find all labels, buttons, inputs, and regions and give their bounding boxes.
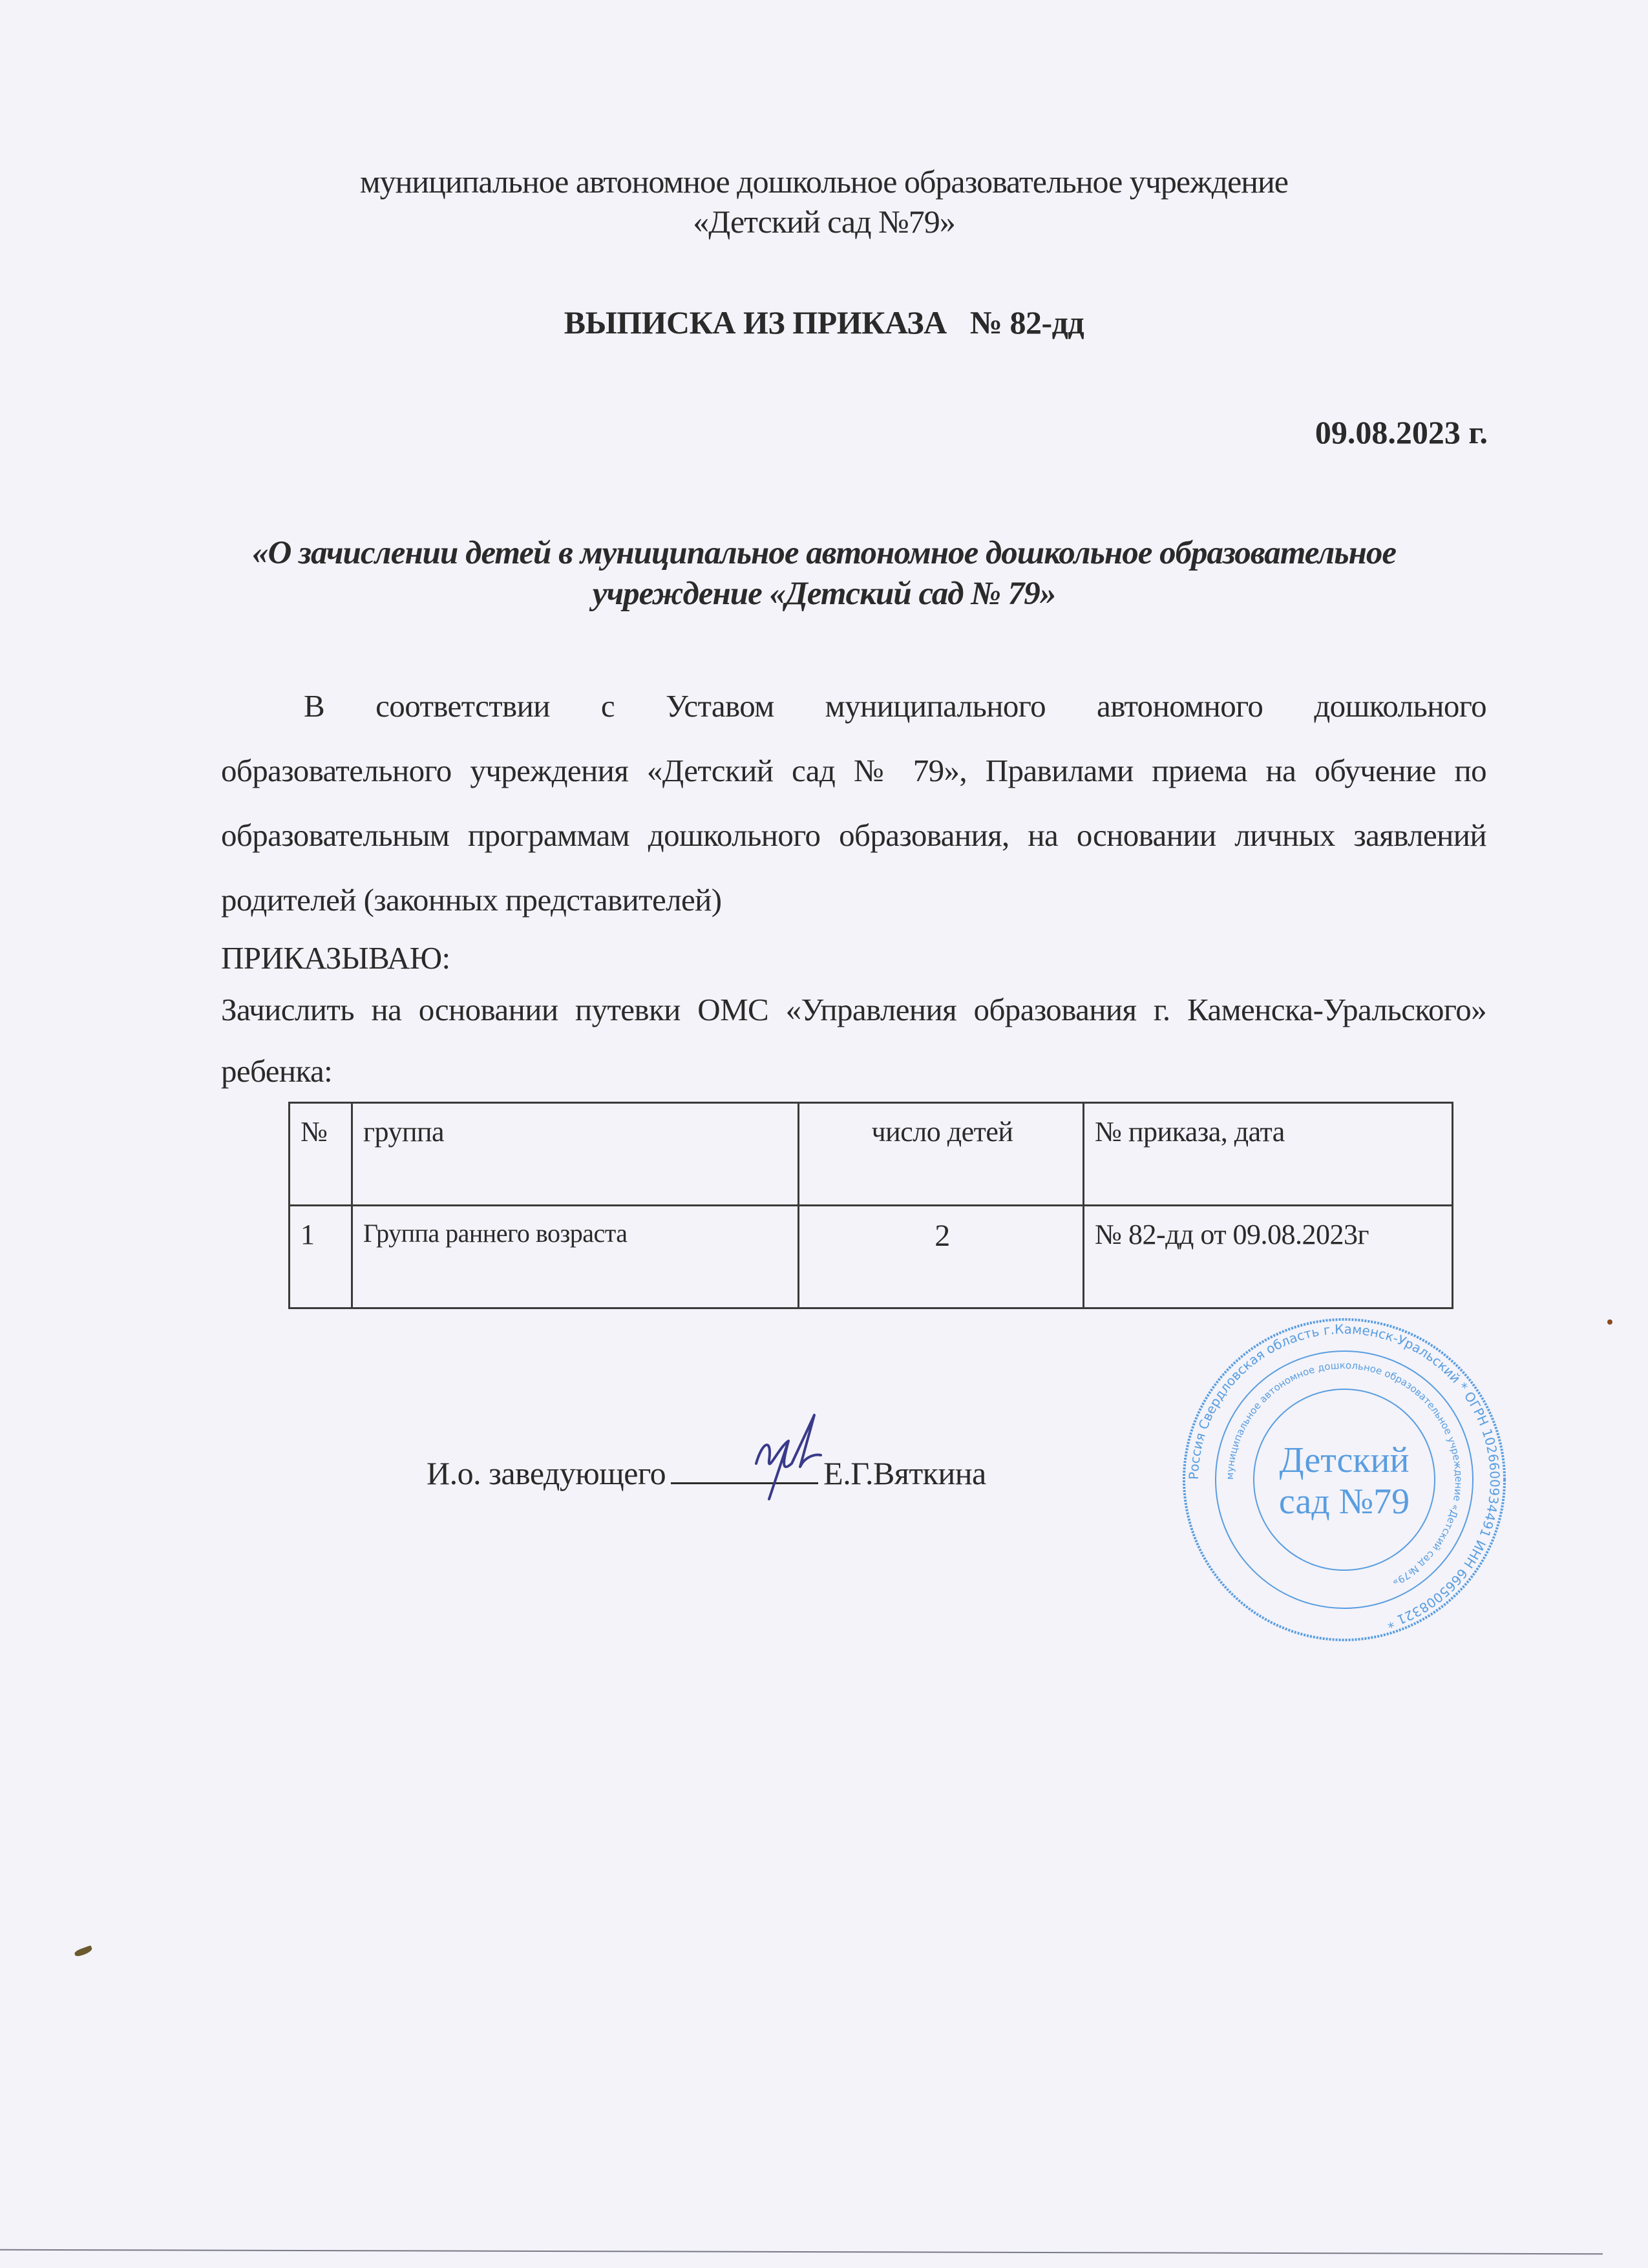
cell-children-count: 2 bbox=[799, 1206, 1084, 1308]
scan-edge-line bbox=[0, 2249, 1603, 2254]
signature-line bbox=[427, 1454, 986, 1493]
signer-position: И.о. заведующего bbox=[427, 1455, 666, 1491]
body-text-line4: родителей (законных представителей) bbox=[221, 882, 722, 918]
order-text-line1: Зачислить на основании путевки ОМС «Управления образования г. Каменска-Уральского» bbox=[221, 992, 1486, 1027]
header-number: № bbox=[290, 1103, 352, 1206]
order-text-line2: ребенка: bbox=[221, 1053, 333, 1089]
header-children-count: число детей bbox=[799, 1103, 1084, 1206]
cell-group: Группа раннего возраста bbox=[352, 1206, 799, 1308]
body-text-line1: В соответствии с Уставом муниципального автономного дошкольного bbox=[304, 688, 1486, 724]
table-row bbox=[290, 1206, 1453, 1308]
cell-number: 1 bbox=[290, 1206, 352, 1308]
cell-order-date: № 82-дд от 09.08.2023г bbox=[1084, 1206, 1453, 1308]
organization-name-line2: «Детский сад №79» bbox=[693, 204, 955, 240]
stamp-center-line2: сад №79 bbox=[1278, 1482, 1410, 1522]
organization-name-line1: муниципальное автономное дошкольное образовательное учреждение bbox=[360, 163, 1288, 200]
subject-line1: «О зачислении детей в муниципальное автономное дошкольное образовательное bbox=[251, 535, 1397, 571]
enrollment-table bbox=[288, 1102, 1453, 1309]
document-title bbox=[0, 304, 1648, 341]
header-group: группа bbox=[352, 1103, 799, 1206]
stamp-center-line1: Детский bbox=[1279, 1440, 1410, 1480]
subject-line2: учреждение «Детский сад № 79» bbox=[592, 576, 1056, 612]
signer-name: Е.Г.Вяткина bbox=[823, 1455, 986, 1491]
document-title-label: ВЫПИСКА ИЗ ПРИКАЗА bbox=[564, 304, 947, 341]
handwritten-signature bbox=[743, 1402, 840, 1506]
header-order-date: № приказа, дата bbox=[1084, 1103, 1453, 1206]
official-stamp bbox=[1176, 1318, 1512, 1641]
body-text-line2: образовательного учреждения «Детский сад № 79», Правилами приема на обучение по bbox=[221, 753, 1486, 788]
table-header-row bbox=[290, 1103, 1453, 1206]
body-text-line3: образовательным программам дошкольного образования, на основании личных заявлений bbox=[221, 817, 1486, 853]
paper-speck bbox=[74, 1946, 93, 1958]
document-date: 09.08.2023 г. bbox=[1315, 414, 1488, 450]
stamp-inner-arc-text: муниципальное автономное дошкольное образовательное учреждение «Детский сад №79» bbox=[1223, 1359, 1465, 1589]
stamp-outer-text: Россия Свердловская область г.Каменск-Уральский * ОГРН 1026600934491 ИНН 6665008321 * bbox=[1185, 1321, 1503, 1632]
order-directive: ПРИКАЗЫВАЮ: bbox=[221, 940, 450, 976]
order-number: № 82-дд bbox=[969, 304, 1084, 341]
paper-speck bbox=[1607, 1319, 1612, 1325]
